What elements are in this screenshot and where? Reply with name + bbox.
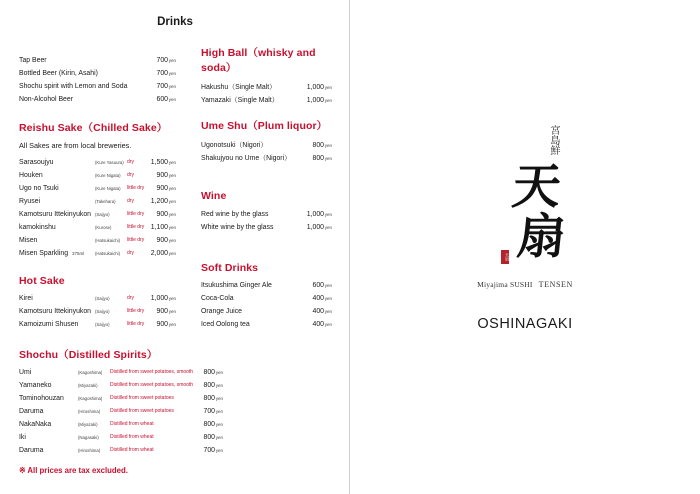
item-region: (Miyazaki) — [78, 383, 98, 388]
item-price: 700 — [156, 57, 168, 64]
item-name: kamokinshu — [19, 224, 56, 231]
reishu-title: Reishu Sake（Chilled Sake） — [19, 122, 168, 134]
item-price: 1,000 — [150, 295, 168, 302]
logo-calligraphy-1: 天 — [509, 159, 564, 215]
price-unit: yen — [168, 296, 176, 301]
hot-sake-list — [19, 292, 176, 331]
item-price: 1,500 — [150, 159, 168, 166]
item-price: 2,000 — [150, 250, 168, 257]
item-price: 700 — [156, 83, 168, 90]
list-item — [19, 379, 223, 392]
high-ball-list — [201, 81, 332, 107]
section-shochu — [19, 347, 223, 457]
soft-drinks-title: Soft Drinks — [201, 262, 259, 274]
logo-seal: 天扇 — [501, 250, 509, 264]
item-name: Bottled Beer (Kirin, Asahi) — [19, 70, 98, 77]
item-price: 1,200 — [150, 198, 168, 205]
item-price: 800 — [203, 369, 215, 376]
item-name: Itsukushima Ginger Ale — [201, 282, 272, 289]
list-item — [19, 156, 176, 169]
brand-line — [350, 280, 700, 289]
list-item — [19, 431, 223, 444]
price-unit: yen — [324, 98, 332, 103]
item-name: NakaNaka — [19, 421, 52, 428]
price-unit: yen — [168, 186, 176, 191]
list-item — [19, 169, 176, 182]
item-region: (Saijyo) — [95, 296, 110, 301]
soft-drinks-list — [201, 279, 332, 331]
item-region: (Hatsukaichi) — [95, 238, 121, 243]
brand-left: Miyajima SUSHI — [477, 280, 533, 289]
item-name: Tap Beer — [19, 57, 47, 64]
price-unit: yen — [215, 435, 223, 440]
item-name: Sarasoujyu — [19, 159, 54, 166]
list-item — [201, 139, 332, 152]
price-unit: yen — [215, 409, 223, 414]
price-unit: yen — [215, 370, 223, 375]
high-ball-title: High Ball（whisky and soda） — [201, 47, 316, 74]
wine-list — [201, 208, 332, 234]
list-item — [19, 54, 176, 67]
list-item — [19, 292, 176, 305]
item-name: Daruma — [19, 408, 44, 415]
item-price: 800 — [312, 155, 324, 162]
list-item — [19, 67, 176, 80]
item-price: 1,000 — [306, 211, 324, 218]
price-unit: yen — [324, 143, 332, 148]
item-price: 800 — [312, 142, 324, 149]
price-unit: yen — [324, 225, 332, 230]
price-unit: yen — [215, 422, 223, 427]
item-name: Kamotsuru Ittekinyukon — [19, 308, 92, 315]
item-price: 800 — [203, 421, 215, 428]
item-price: 900 — [156, 308, 168, 315]
ume-shu-list — [201, 139, 332, 165]
item-price: 400 — [312, 308, 324, 315]
item-price: 900 — [156, 321, 168, 328]
item-price: 1,000 — [306, 97, 324, 104]
item-description: dry — [127, 172, 134, 178]
item-price: 1,000 — [306, 224, 324, 231]
item-description: dry — [127, 250, 134, 256]
item-description: Distilled from sweet potatoes, smooth — [110, 369, 194, 375]
item-region: (Hatsukaichi) — [95, 251, 121, 256]
section-basic-drinks — [19, 50, 176, 106]
item-description: little dry — [127, 321, 145, 327]
hot-sake-title: Hot Sake — [19, 275, 65, 287]
list-item — [201, 221, 332, 234]
item-price: 900 — [156, 185, 168, 192]
item-name: Ryusei — [19, 198, 41, 205]
item-region: (Hiroshima) — [78, 448, 101, 453]
price-unit: yen — [168, 160, 176, 165]
section-reishu-sake — [19, 120, 176, 260]
price-unit: yen — [168, 199, 176, 204]
item-region: (Miyazaki) — [78, 422, 98, 427]
list-item — [19, 444, 223, 457]
item-price: 700 — [203, 408, 215, 415]
price-unit: yen — [324, 283, 332, 288]
item-description: Distilled from sweet potatoes, smooth — [110, 382, 194, 388]
item-name: Ugo no Tsuki — [19, 185, 59, 192]
item-price: 600 — [156, 96, 168, 103]
list-item — [201, 279, 332, 292]
item-region: (Saijyo) — [95, 309, 110, 314]
price-unit: yen — [215, 396, 223, 401]
basic-drinks-list — [19, 54, 176, 106]
price-unit: yen — [324, 296, 332, 301]
item-size: 375ml — [72, 251, 85, 256]
item-name: Misen Sparkling 375ml — [19, 250, 85, 257]
item-region: (Kurose) — [95, 225, 112, 230]
item-name: Iced Oolong tea — [201, 321, 250, 328]
item-name: Houken — [19, 172, 43, 179]
section-wine — [201, 190, 332, 234]
shochu-title: Shochu（Distilled Spirits） — [19, 349, 158, 361]
section-ume-shu — [201, 118, 332, 165]
item-region: (Kure Nigata) — [95, 173, 121, 178]
list-item — [201, 152, 332, 165]
item-description: little dry — [127, 224, 145, 230]
wine-title: Wine — [201, 190, 227, 202]
item-price: 900 — [156, 172, 168, 179]
item-name: Yamazaki（Single Malt） — [201, 97, 279, 104]
price-unit: yen — [324, 322, 332, 327]
list-item — [19, 405, 223, 418]
item-price: 400 — [312, 321, 324, 328]
item-name: Non-Alcohol Beer — [19, 96, 74, 103]
item-name: Yamaneko — [19, 382, 52, 389]
item-price: 800 — [203, 395, 215, 402]
item-price: 1,100 — [150, 224, 168, 231]
list-item — [19, 234, 176, 247]
list-item — [19, 208, 176, 221]
item-name: Orange Juice — [201, 308, 242, 315]
list-item — [19, 392, 223, 405]
price-unit: yen — [168, 173, 176, 178]
reishu-note: All Sakes are from local breweries. — [19, 141, 132, 150]
item-price: 800 — [203, 434, 215, 441]
list-item — [19, 318, 176, 331]
item-name: Misen — [19, 237, 38, 244]
item-name: Shochu spirit with Lemon and Soda — [19, 83, 128, 90]
item-region: (Hiroshima) — [78, 409, 101, 414]
price-unit: yen — [215, 383, 223, 388]
item-region: (Nagasaki) — [78, 435, 99, 440]
item-region: (Kagoshima) — [78, 396, 103, 401]
list-item — [19, 418, 223, 431]
item-name: White wine by the glass — [201, 224, 274, 231]
price-unit: yen — [168, 251, 176, 256]
menu-cover-page — [350, 0, 700, 494]
brand-right: TENSEN — [538, 280, 573, 289]
item-price: 1,000 — [306, 84, 324, 91]
list-item — [201, 94, 332, 107]
reishu-list — [19, 156, 176, 260]
ume-shu-title: Ume Shu（Plum liquor） — [201, 120, 328, 132]
price-unit: yen — [168, 58, 176, 63]
list-item — [19, 80, 176, 93]
item-description: little dry — [127, 308, 145, 314]
list-item — [19, 305, 176, 318]
list-item — [19, 182, 176, 195]
item-name: Iki — [19, 434, 26, 441]
price-unit: yen — [168, 225, 176, 230]
list-item — [201, 81, 332, 94]
item-description: little dry — [127, 237, 145, 243]
item-region: (Saijyo) — [95, 212, 110, 217]
item-region: (Kagoshima) — [78, 370, 103, 375]
section-soft-drinks — [201, 262, 332, 331]
price-unit: yen — [168, 212, 176, 217]
item-region: (Saijyo) — [95, 322, 110, 327]
price-unit: yen — [215, 448, 223, 453]
list-item — [19, 247, 176, 260]
item-name: Kamotsuru Ittekinyukon — [19, 211, 92, 218]
price-unit: yen — [168, 84, 176, 89]
price-unit: yen — [168, 97, 176, 102]
item-name: Hakushu（Single Malt） — [201, 84, 277, 91]
item-region: (Kure Yasuura) — [95, 160, 124, 165]
logo-calligraphy-2: 扇 — [514, 209, 569, 265]
item-description: little dry — [127, 185, 145, 191]
price-unit: yen — [324, 212, 332, 217]
list-item — [19, 93, 176, 106]
item-price: 700 — [203, 447, 215, 454]
item-name: Ugonotsuki（Nigori） — [201, 142, 268, 149]
item-description: Distilled from sweet potatoes — [110, 408, 174, 414]
list-item — [19, 221, 176, 234]
item-description: dry — [127, 159, 134, 165]
item-price: 400 — [312, 295, 324, 302]
section-hot-sake — [19, 275, 176, 331]
item-name: Tominohouzan — [19, 395, 64, 402]
logo-kana: 宮島鮮 — [548, 125, 559, 155]
price-unit: yen — [168, 309, 176, 314]
item-description: Distilled from wheat — [110, 421, 154, 427]
item-price: 700 — [156, 70, 168, 77]
item-name: Daruma — [19, 447, 44, 454]
list-item — [201, 318, 332, 331]
tax-footnote: ※ All prices are tax excluded. — [19, 466, 128, 475]
price-unit: yen — [324, 309, 332, 314]
item-description: dry — [127, 198, 134, 204]
item-description: Distilled from wheat — [110, 447, 154, 453]
item-price: 600 — [312, 282, 324, 289]
list-item — [201, 305, 332, 318]
item-price: 900 — [156, 237, 168, 244]
item-name: Umi — [19, 369, 32, 376]
list-item — [201, 208, 332, 221]
item-description: Distilled from sweet potatoes — [110, 395, 174, 401]
item-region: (Takehara) — [95, 199, 116, 204]
menu-title: OSHINAGAKI — [477, 316, 573, 332]
section-high-ball — [201, 45, 332, 107]
item-name: Kamoizumi Shusen — [19, 321, 79, 328]
price-unit: yen — [324, 85, 332, 90]
item-price: 900 — [156, 211, 168, 218]
item-name: Red wine by the glass — [201, 211, 269, 218]
item-description: little dry — [127, 211, 145, 217]
item-region: (Kure Nigata) — [95, 186, 121, 191]
item-name: Coca-Cola — [201, 295, 234, 302]
item-price: 800 — [203, 382, 215, 389]
item-description: Distilled from wheat — [110, 434, 154, 440]
shochu-list — [19, 366, 223, 457]
list-item — [19, 195, 176, 208]
item-description: dry — [127, 295, 134, 301]
list-item — [201, 292, 332, 305]
list-item — [19, 366, 223, 379]
price-unit: yen — [324, 156, 332, 161]
item-name: Kirei — [19, 295, 33, 302]
page-title: Drinks — [157, 16, 193, 28]
price-unit: yen — [168, 71, 176, 76]
price-unit: yen — [168, 322, 176, 327]
item-name: Shakujyou no Ume（Nigori） — [201, 155, 291, 162]
price-unit: yen — [168, 238, 176, 243]
